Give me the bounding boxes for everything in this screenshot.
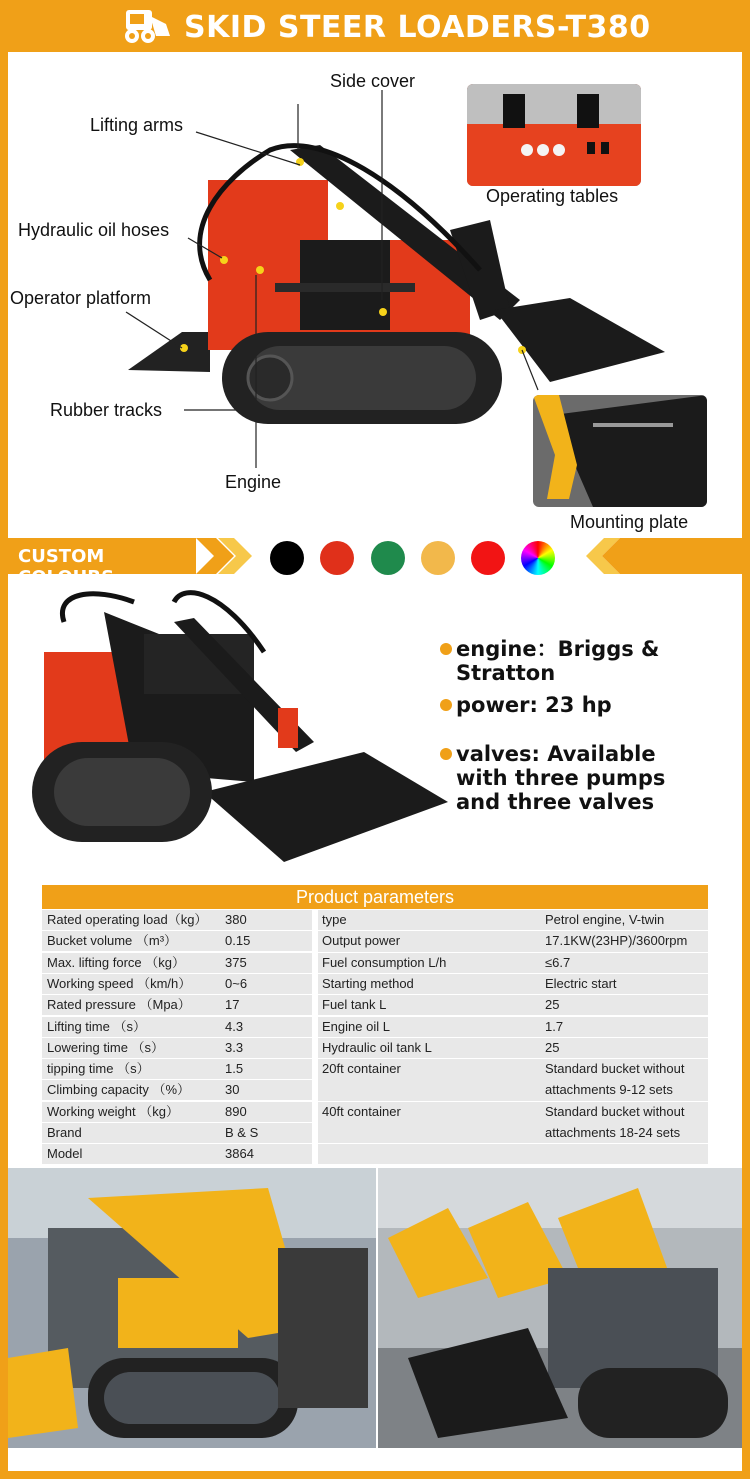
param-name: Model [47, 1146, 83, 1162]
param-row [42, 995, 312, 1015]
param-value: 17.1KW(23HP)/3600rpm [545, 933, 688, 949]
param-row [42, 1080, 312, 1100]
param-name: Working weight （kg） [47, 1103, 179, 1119]
param-row [318, 974, 708, 994]
param-name: Rated operating load（kg） [47, 912, 208, 927]
param-row [318, 1059, 708, 1101]
param-row [42, 910, 312, 930]
param-row [318, 1038, 708, 1058]
param-row [318, 931, 708, 951]
param-name: type [322, 912, 347, 927]
param-value-cont: attachments 18-24 sets [545, 1124, 681, 1140]
param-value: 1.7 [545, 1018, 564, 1034]
callout-side-cover: Side cover [330, 71, 416, 91]
param-value: 890 [225, 1103, 247, 1119]
colour-swatch-orange-red[interactable] [320, 541, 354, 575]
param-row [42, 1144, 312, 1164]
param-row [318, 910, 708, 930]
callout-operator-platform: Operator platform [10, 288, 152, 308]
param-name: Climbing capacity （%） [47, 1082, 191, 1098]
callout-mounting-plate: Mounting plate [570, 512, 689, 532]
red-loader-image [24, 582, 448, 878]
param-value: Standard bucket without [545, 1103, 685, 1119]
param-name: Fuel consumption L/h [322, 954, 447, 970]
param-name: Bucket volume （m³） [47, 933, 178, 949]
param-name: tipping time （s） [47, 1061, 150, 1077]
param-name: Starting method [322, 975, 414, 991]
param-value: 1.5 [225, 1061, 244, 1077]
param-name: Lowering time （s） [47, 1039, 165, 1055]
colour-swatch-red[interactable] [471, 541, 505, 575]
parameters-table [42, 909, 708, 1189]
feature-valves: valves: Available with three pumps and three valves [456, 742, 666, 814]
feature-engine: engine：Briggs & Stratton [456, 637, 660, 685]
param-name: Max. lifting force （kg） [47, 954, 185, 970]
colour-swatch-black[interactable] [270, 541, 304, 575]
param-name: Lifting time （s） [47, 1018, 146, 1034]
param-name: Output power [322, 933, 401, 949]
param-name: Brand [47, 1125, 82, 1140]
param-row [42, 1123, 312, 1143]
param-value: 3864 [225, 1146, 254, 1162]
param-name: Working speed （km/h） [47, 975, 192, 991]
param-name: 40ft container [322, 1103, 401, 1119]
page-title: SKID STEER LOADERS-T380 [184, 10, 651, 45]
feature-power: power: 23 hp [456, 693, 612, 717]
param-value: 30 [225, 1082, 240, 1098]
param-row [42, 1102, 312, 1122]
callout-rubber-tracks: Rubber tracks [50, 400, 163, 420]
colour-swatch-yellow[interactable] [421, 541, 455, 575]
param-value: B & S [225, 1125, 259, 1140]
param-name: Rated pressure （Mpa） [47, 997, 191, 1013]
callout-operating-tables: Operating tables [486, 186, 619, 206]
param-value: 375 [225, 954, 247, 970]
param-value: 25 [545, 1039, 560, 1055]
param-row [318, 1102, 708, 1144]
param-row [42, 953, 312, 973]
mounting-plate-photo [533, 395, 707, 507]
param-row [42, 974, 312, 994]
callout-lifting-arms: Lifting arms [90, 115, 184, 135]
colour-swatch-green[interactable] [371, 541, 405, 575]
param-name: 20ft container [322, 1061, 401, 1077]
param-row [318, 995, 708, 1015]
param-value: ≤6.7 [545, 954, 571, 970]
param-value: 0~6 [225, 975, 248, 991]
param-value: 380 [225, 912, 247, 927]
param-name: Hydraulic oil tank L [322, 1039, 432, 1055]
product-parameters [42, 885, 708, 1189]
param-value: 25 [545, 997, 560, 1013]
param-value: Petrol engine, V-twin [545, 912, 665, 927]
param-value: 0.15 [225, 933, 251, 949]
param-row [42, 1059, 312, 1079]
bullet-dot [440, 643, 452, 655]
param-row [318, 953, 708, 973]
parameters-heading: Product parameters [42, 885, 708, 909]
param-row [318, 1017, 708, 1037]
param-row [42, 1017, 312, 1037]
param-row-empty [318, 1144, 708, 1164]
param-value: 4.3 [225, 1018, 244, 1034]
param-value: Electric start [545, 975, 617, 991]
bullet-dot [440, 699, 452, 711]
param-value-cont: attachments 9-12 sets [545, 1082, 673, 1098]
callout-engine: Engine [225, 472, 282, 492]
factory-photo-left [8, 1168, 376, 1448]
param-row [42, 931, 312, 951]
custom-colours-label: CUSTOM COLOURS [0, 538, 196, 574]
param-value: 3.3 [225, 1039, 244, 1055]
param-name: Fuel tank L [322, 997, 387, 1013]
param-row [42, 1038, 312, 1058]
callout-hydraulic-oil-hoses: Hydraulic oil hoses [18, 220, 170, 240]
param-name: Engine oil L [322, 1018, 390, 1034]
colour-swatch-rainbow[interactable] [521, 541, 555, 575]
param-value: 17 [225, 997, 240, 1013]
param-value: Standard bucket without [545, 1061, 685, 1077]
bullet-dot [440, 748, 452, 760]
operating-tables-photo [467, 84, 641, 186]
factory-photo-right [378, 1168, 742, 1448]
